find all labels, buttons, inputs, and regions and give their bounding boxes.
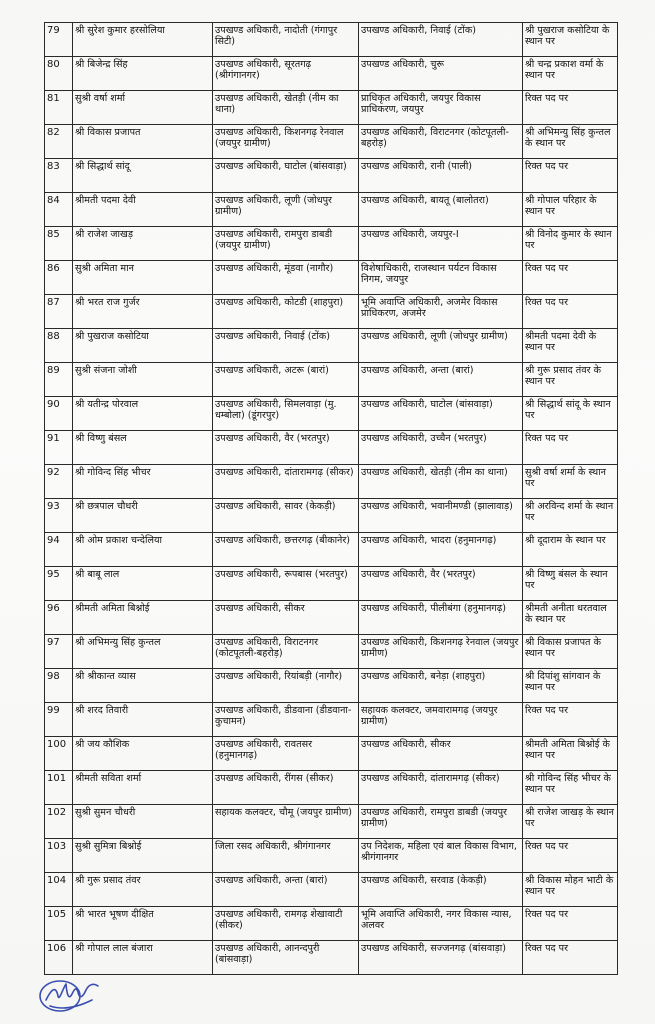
current-posting-cell: उपखण्ड अधिकारी, निवाई (टोंक) (213, 329, 359, 363)
new-posting-cell: सहायक कलक्टर, जमवारामगढ़ (जयपुर ग्रामीण) (359, 703, 523, 737)
serial-number-cell: 86 (45, 261, 73, 295)
new-posting-cell: भूमि अवाप्ति अधिकारी, नगर विकास न्यास, अलवर (359, 907, 523, 941)
serial-number-cell: 84 (45, 193, 73, 227)
new-posting-cell: उपखण्ड अधिकारी, भादरा (हनुमानगढ़) (359, 533, 523, 567)
vacancy-note-cell: श्री गुरू प्रसाद तंवर के स्थान पर (523, 363, 618, 397)
vacancy-note-cell: श्री सिद्धार्थ सांदू के स्थान पर (523, 397, 618, 431)
current-posting-cell: उपखण्ड अधिकारी, रूपबास (भरतपुर) (213, 567, 359, 601)
new-posting-cell: उपखण्ड अधिकारी, लूणी (जोधपुर ग्रामीण) (359, 329, 523, 363)
officer-name-cell: श्री विष्णु बंसल (73, 431, 213, 465)
new-posting-cell: उपखण्ड अधिकारी, सज्जनगढ़ (बांसवाड़ा) (359, 941, 523, 975)
current-posting-cell: उपखण्ड अधिकारी, लूणी (जोधपुर ग्रामीण) (213, 193, 359, 227)
serial-number-cell: 96 (45, 601, 73, 635)
vacancy-note-cell: श्री विष्णु बंसल के स्थान पर (523, 567, 618, 601)
new-posting-cell: उपखण्ड अधिकारी, खेतड़ी (नीम का थाना) (359, 465, 523, 499)
current-posting-cell: उपखण्ड अधिकारी, नादोती (गंगापुर सिटी) (213, 23, 359, 57)
table-row (45, 57, 618, 91)
table-row (45, 329, 618, 363)
serial-number-cell: 87 (45, 295, 73, 329)
vacancy-note-cell: श्री विनोद कुमार के स्थान पर (523, 227, 618, 261)
table-row (45, 635, 618, 669)
current-posting-cell: उपखण्ड अधिकारी, सूरतगढ़ (श्रीगंगानगर) (213, 57, 359, 91)
new-posting-cell: उपखण्ड अधिकारी, निवाई (टोंक) (359, 23, 523, 57)
officer-name-cell: श्रीमती अमिता बिश्नोई (73, 601, 213, 635)
vacancy-note-cell: श्री पुखराज कसोटिया के स्थान पर (523, 23, 618, 57)
current-posting-cell: उपखण्ड अधिकारी, कोटडी (शाहपुरा) (213, 295, 359, 329)
new-posting-cell: उपखण्ड अधिकारी, सीकर (359, 737, 523, 771)
new-posting-cell: उपखण्ड अधिकारी, पीलीबंगा (हनुमानगढ़) (359, 601, 523, 635)
transfer-orders-table (44, 22, 618, 975)
officer-name-cell: श्री बिजेन्द्र सिंह (73, 57, 213, 91)
current-posting-cell: उपखण्ड अधिकारी, आनन्दपुरी (बांसवाड़ा) (213, 941, 359, 975)
serial-number-cell: 102 (45, 805, 73, 839)
serial-number-cell: 94 (45, 533, 73, 567)
table-row (45, 941, 618, 975)
table-row (45, 907, 618, 941)
new-posting-cell: उपखण्ड अधिकारी, भवानीमण्डी (झालावाड़) (359, 499, 523, 533)
table-row (45, 23, 618, 57)
new-posting-cell: उपखण्ड अधिकारी, सरवाड (केकड़ी) (359, 873, 523, 907)
serial-number-cell: 97 (45, 635, 73, 669)
table-row (45, 499, 618, 533)
current-posting-cell: उपखण्ड अधिकारी, सिमलवाड़ा (मु. धम्बोला) (डूंगरपुर) (213, 397, 359, 431)
vacancy-note-cell: रिक्त पद पर (523, 295, 618, 329)
vacancy-note-cell: श्री अभिमन्यु सिंह कुन्तल के स्थान पर (523, 125, 618, 159)
table-row (45, 703, 618, 737)
officer-name-cell: श्री गोविन्द सिंह भीचर (73, 465, 213, 499)
current-posting-cell: उपखण्ड अधिकारी, रियांबड़ी (नागौर) (213, 669, 359, 703)
new-posting-cell: उपखण्ड अधिकारी, किशनगढ़ रेनवाल (जयपुर ग्रामीण) (359, 635, 523, 669)
serial-number-cell: 101 (45, 771, 73, 805)
table-row (45, 669, 618, 703)
serial-number-cell: 99 (45, 703, 73, 737)
table-row (45, 125, 618, 159)
current-posting-cell: उपखण्ड अधिकारी, मूंडवा (नागौर) (213, 261, 359, 295)
serial-number-cell: 104 (45, 873, 73, 907)
serial-number-cell: 106 (45, 941, 73, 975)
table-row (45, 839, 618, 873)
vacancy-note-cell: रिक्त पद पर (523, 907, 618, 941)
officer-name-cell: श्रीमती सविता शर्मा (73, 771, 213, 805)
officer-name-cell: श्री पुखराज कसोटिया (73, 329, 213, 363)
vacancy-note-cell: श्री विकास प्रजापत के स्थान पर (523, 635, 618, 669)
current-posting-cell: उपखण्ड अधिकारी, सावर (केकड़ी) (213, 499, 359, 533)
serial-number-cell: 100 (45, 737, 73, 771)
officer-name-cell: श्री भारत भूषण दीक्षित (73, 907, 213, 941)
current-posting-cell: सहायक कलक्टर, चौमू (जयपुर ग्रामीण) (213, 805, 359, 839)
officer-name-cell: श्री विकास प्रजापत (73, 125, 213, 159)
vacancy-note-cell: श्री विकास मोहन भाटी के स्थान पर (523, 873, 618, 907)
vacancy-note-cell: सुश्री वर्षा शर्मा के स्थान पर (523, 465, 618, 499)
officer-name-cell: सुश्री सुमन चौधरी (73, 805, 213, 839)
table-row (45, 533, 618, 567)
serial-number-cell: 105 (45, 907, 73, 941)
officer-name-cell: श्री छत्रपाल चौधरी (73, 499, 213, 533)
table-row (45, 737, 618, 771)
vacancy-note-cell: रिक्त पद पर (523, 703, 618, 737)
current-posting-cell: उपखण्ड अधिकारी, अटरू (बारां) (213, 363, 359, 397)
vacancy-note-cell: रिक्त पद पर (523, 261, 618, 295)
current-posting-cell: उपखण्ड अधिकारी, छत्तरगढ़ (बीकानेर) (213, 533, 359, 567)
vacancy-note-cell: रिक्त पद पर (523, 159, 618, 193)
vacancy-note-cell: श्रीमती अनीता धरतवाल के स्थान पर (523, 601, 618, 635)
current-posting-cell: उपखण्ड अधिकारी, दांतारामगढ़ (सीकर) (213, 465, 359, 499)
vacancy-note-cell: श्री दूदाराम के स्थान पर (523, 533, 618, 567)
vacancy-note-cell: श्री गोविन्द सिंह भीचर के स्थान पर (523, 771, 618, 805)
serial-number-cell: 103 (45, 839, 73, 873)
vacancy-note-cell: श्री गोपाल परिहार के स्थान पर (523, 193, 618, 227)
new-posting-cell: उपखण्ड अधिकारी, अन्ता (बारां) (359, 363, 523, 397)
vacancy-note-cell: श्री राजेश जाखड़ के स्थान पर (523, 805, 618, 839)
table-row (45, 261, 618, 295)
serial-number-cell: 93 (45, 499, 73, 533)
officer-name-cell: श्री राजेश जाखड़ (73, 227, 213, 261)
serial-number-cell: 90 (45, 397, 73, 431)
officer-name-cell: श्री बाबू लाल (73, 567, 213, 601)
table-row (45, 567, 618, 601)
new-posting-cell: उपखण्ड अधिकारी, विराटनगर (कोटपूतली-बहरोड़) (359, 125, 523, 159)
new-posting-cell: उपखण्ड अधिकारी, चुरू (359, 57, 523, 91)
current-posting-cell: उपखण्ड अधिकारी, अन्ता (बारां) (213, 873, 359, 907)
vacancy-note-cell: श्रीमती अमिता बिश्नोई के स्थान पर (523, 737, 618, 771)
serial-number-cell: 81 (45, 91, 73, 125)
serial-number-cell: 91 (45, 431, 73, 465)
table-row (45, 227, 618, 261)
vacancy-note-cell: श्री दिपांशु सांगवान के स्थान पर (523, 669, 618, 703)
new-posting-cell: भूमि अवाप्ति अधिकारी, अजमेर विकास प्राधिकरण, अजमेर (359, 295, 523, 329)
table-row (45, 805, 618, 839)
officer-name-cell: श्री सिद्धार्थ सांदू (73, 159, 213, 193)
vacancy-note-cell: रिक्त पद पर (523, 839, 618, 873)
table-row (45, 873, 618, 907)
current-posting-cell: उपखण्ड अधिकारी, सीकर (213, 601, 359, 635)
officer-name-cell: श्री जय कौशिक (73, 737, 213, 771)
serial-number-cell: 82 (45, 125, 73, 159)
new-posting-cell: उपखण्ड अधिकारी, जयपुर-I (359, 227, 523, 261)
current-posting-cell: उपखण्ड अधिकारी, घाटोल (बांसवाड़ा) (213, 159, 359, 193)
serial-number-cell: 80 (45, 57, 73, 91)
serial-number-cell: 89 (45, 363, 73, 397)
table-row (45, 465, 618, 499)
officer-name-cell: सुश्री अमिता मान (73, 261, 213, 295)
officer-name-cell: श्री गुरू प्रसाद तंवर (73, 873, 213, 907)
current-posting-cell: उपखण्ड अधिकारी, खेतड़ी (नीम का थाना) (213, 91, 359, 125)
serial-number-cell: 85 (45, 227, 73, 261)
new-posting-cell: उपखण्ड अधिकारी, वैर (भरतपुर) (359, 567, 523, 601)
officer-name-cell: श्री अभिमन्यु सिंह कुन्तल (73, 635, 213, 669)
table-row (45, 159, 618, 193)
signature-icon (36, 966, 106, 1014)
current-posting-cell: उपखण्ड अधिकारी, डीडवाना (डीडवाना-कुचामन) (213, 703, 359, 737)
new-posting-cell: उपखण्ड अधिकारी, रामपुरा डाबडी (जयपुर ग्रामीण) (359, 805, 523, 839)
vacancy-note-cell: रिक्त पद पर (523, 941, 618, 975)
table-row (45, 431, 618, 465)
current-posting-cell: उपखण्ड अधिकारी, विराटनगर (कोटपूतली-बहरोड़) (213, 635, 359, 669)
new-posting-cell: उप निदेशक, महिला एवं बाल विकास विभाग, श्रीगंगानगर (359, 839, 523, 873)
new-posting-cell: उपखण्ड अधिकारी, घाटोल (बांसवाड़ा) (359, 397, 523, 431)
new-posting-cell: प्राधिकृत अधिकारी, जयपुर विकास प्राधिकरण, जयपुर (359, 91, 523, 125)
officer-name-cell: श्री शरद तिवारी (73, 703, 213, 737)
table-row (45, 771, 618, 805)
vacancy-note-cell: श्री चन्द्र प्रकाश वर्मा के स्थान पर (523, 57, 618, 91)
current-posting-cell: उपखण्ड अधिकारी, रामगढ़ शेखावाटी (सीकर) (213, 907, 359, 941)
current-posting-cell: उपखण्ड अधिकारी, रींगस (सीकर) (213, 771, 359, 805)
officer-name-cell: श्री ओम प्रकाश चन्देलिया (73, 533, 213, 567)
officer-name-cell: सुश्री सुमित्रा बिश्नोई (73, 839, 213, 873)
officer-name-cell: श्री यतीन्द्र पोरवाल (73, 397, 213, 431)
officer-name-cell: श्री श्रीकान्त व्यास (73, 669, 213, 703)
new-posting-cell: उपखण्ड अधिकारी, दांतारामगढ़ (सीकर) (359, 771, 523, 805)
table-row (45, 601, 618, 635)
officer-name-cell: सुश्री संजना जोशी (73, 363, 213, 397)
table-body (45, 23, 618, 975)
current-posting-cell: उपखण्ड अधिकारी, रामपुरा डाबडी (जयपुर ग्रामीण) (213, 227, 359, 261)
officer-name-cell: श्री भरत राज गुर्जर (73, 295, 213, 329)
new-posting-cell: उपखण्ड अधिकारी, रानी (पाली) (359, 159, 523, 193)
officer-name-cell: सुश्री वर्षा शर्मा (73, 91, 213, 125)
officer-name-cell: श्रीमती पदमा देवी (73, 193, 213, 227)
table-row (45, 363, 618, 397)
serial-number-cell: 92 (45, 465, 73, 499)
current-posting-cell: उपखण्ड अधिकारी, रावतसर (हनुमानगढ़) (213, 737, 359, 771)
serial-number-cell: 79 (45, 23, 73, 57)
current-posting-cell: जिला रसद अधिकारी, श्रीगंगानगर (213, 839, 359, 873)
new-posting-cell: विशेषाधिकारी, राजस्थान पर्यटन विकास निगम, जयपुर (359, 261, 523, 295)
vacancy-note-cell: श्री अरविन्द शर्मा के स्थान पर (523, 499, 618, 533)
table-row (45, 397, 618, 431)
officer-name-cell: श्री गोपाल लाल बंजारा (73, 941, 213, 975)
vacancy-note-cell: श्रीमती पदमा देवी के स्थान पर (523, 329, 618, 363)
table-row (45, 295, 618, 329)
new-posting-cell: उपखण्ड अधिकारी, उच्चैन (भरतपुर) (359, 431, 523, 465)
current-posting-cell: उपखण्ड अधिकारी, वैर (भरतपुर) (213, 431, 359, 465)
table-row (45, 91, 618, 125)
new-posting-cell: उपखण्ड अधिकारी, बायतू (बालोतरा) (359, 193, 523, 227)
new-posting-cell: उपखण्ड अधिकारी, बनेड़ा (शाहपुरा) (359, 669, 523, 703)
vacancy-note-cell: रिक्त पद पर (523, 431, 618, 465)
current-posting-cell: उपखण्ड अधिकारी, किशनगढ़ रेनवाल (जयपुर ग्रामीण) (213, 125, 359, 159)
vacancy-note-cell: रिक्त पद पर (523, 91, 618, 125)
serial-number-cell: 98 (45, 669, 73, 703)
table-row (45, 193, 618, 227)
serial-number-cell: 83 (45, 159, 73, 193)
serial-number-cell: 95 (45, 567, 73, 601)
officer-name-cell: श्री सुरेश कुमार हरसोलिया (73, 23, 213, 57)
serial-number-cell: 88 (45, 329, 73, 363)
